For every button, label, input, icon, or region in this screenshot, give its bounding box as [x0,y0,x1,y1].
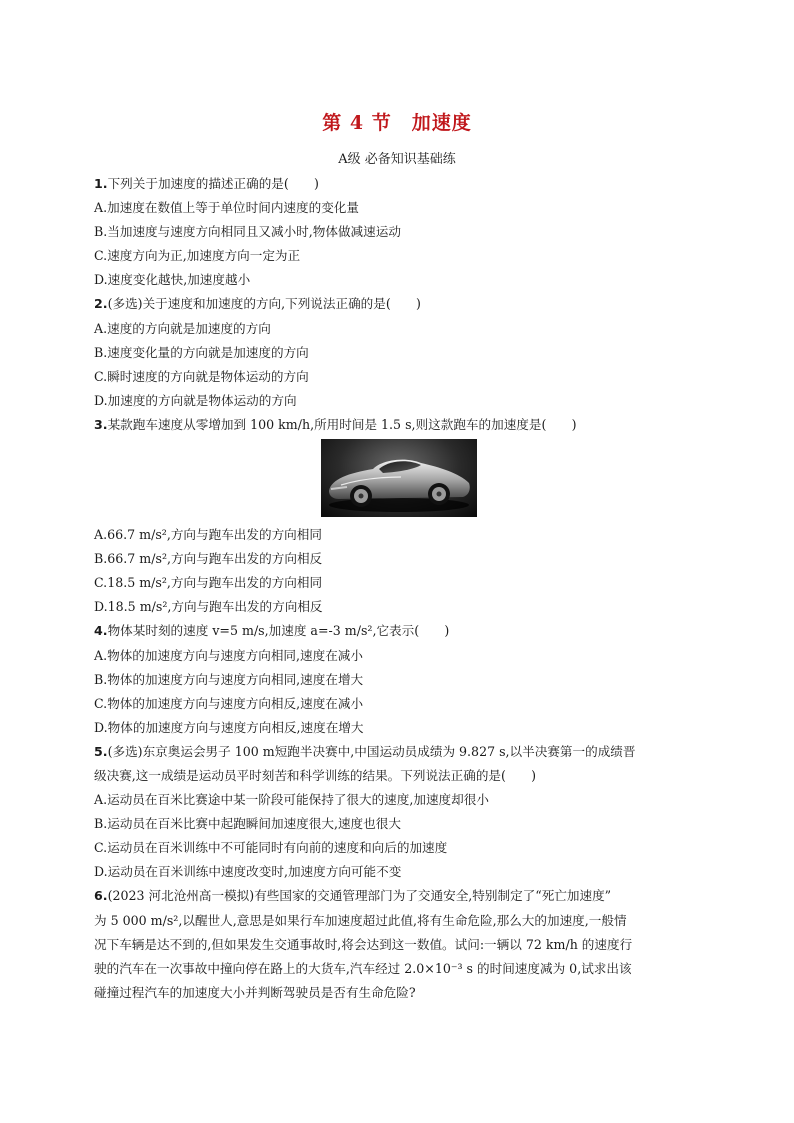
question-text-continued: 况下车辆是达不到的,但如果发生交通事故时,将会达到这一数值。试问:一辆以 72 km/h 的速度行 [94,936,633,952]
question-text-continued: 级决赛,这一成绩是运动员平时刻苦和科学训练的结果。下列说法正确的是( ) [94,767,537,783]
question-text: (多选)关于速度和加速度的方向,下列说法正确的是( ) [107,296,421,312]
option-d: D.速度变化越快,加速度越小 [94,272,251,288]
question-number: 2. [94,296,108,312]
option-a: A.物体的加速度方向与速度方向相同,速度在减小 [94,647,363,663]
option-c: C.18.5 m/s²,方向与跑车出发的方向相同 [94,575,323,591]
question-text: (多选)东京奥运会男子 100 m短跑半决赛中,中国运动员成绩为 9.827 s,以半决赛第一的成绩晋 [107,743,636,759]
question-4-stem [94,619,700,643]
option-d: D.运动员在百米训练中速度改变时,加速度方向可能不变 [94,864,402,880]
option-c: C.瞬时速度的方向就是物体运动的方向 [94,368,309,384]
question-text: 某款跑车速度从零增加到 100 km/h,所用时间是 1.5 s,则这款跑车的加速度是( ) [107,416,577,432]
option-d: D.物体的加速度方向与速度方向相反,速度在增大 [94,719,364,735]
option-c: C.速度方向为正,加速度方向一定为正 [94,248,301,264]
option-b: B.速度变化量的方向就是加速度的方向 [94,344,309,360]
option-a: A.速度的方向就是加速度的方向 [94,320,271,336]
question-number: 1. [94,176,108,191]
question-text: 物体某时刻的速度 v=5 m/s,加速度 a=-3 m/s²,它表示( ) [107,623,450,639]
question-2-stem [94,292,700,316]
question-list [94,172,700,1005]
question-6-stem [94,884,700,908]
question-1-stem [94,172,700,196]
question-number: 3. [94,416,108,432]
question-number: 4. [94,623,108,639]
option-a: A.66.7 m/s²,方向与跑车出发的方向相同 [94,527,322,543]
option-b: B.物体的加速度方向与速度方向相同,速度在增大 [94,671,364,687]
option-c: C.运动员在百米训练中不可能同时有向前的速度和向后的加速度 [94,840,448,856]
option-c: C.物体的加速度方向与速度方向相反,速度在减小 [94,695,364,711]
figure-row [94,439,700,519]
option-d: D.加速度的方向就是物体运动的方向 [94,392,297,408]
section-title: 第 4 节 加速度 [322,112,472,134]
option-d: D.18.5 m/s²,方向与跑车出发的方向相反 [94,599,323,615]
question-3-stem [94,413,700,437]
question-5-stem [94,740,700,764]
question-text-continued: 为 5 000 m/s²,以醒世人,意思是如果行车加速度超过此值,将有生命危险,那么大的加速度,一般情 [94,912,627,928]
question-text: (2023 河北沧州高一模拟)有些国家的交通管理部门为了交通安全,特别制定了“死亡加速度” [107,888,612,904]
question-text-continued: 碰撞过程汽车的加速度大小并判断驾驶员是否有生命危险? [94,984,416,1000]
question-number: 6. [94,888,108,904]
option-b: B.66.7 m/s²,方向与跑车出发的方向相反 [94,551,323,567]
sports-car-icon [321,439,477,517]
question-text-continued: 驶的汽车在一次事故中撞向停在路上的大货车,汽车经过 2.0×10⁻³ s 的时间速度减为 0,试求出该 [94,960,632,976]
question-text: 下列关于加速度的描述正确的是( ) [107,176,319,191]
option-b: B.当加速度与速度方向相同且又减小时,物体做减速运动 [94,224,401,240]
option-a: A.加速度在数值上等于单位时间内速度的变化量 [94,200,359,216]
option-b: B.运动员在百米比赛中起跑瞬间加速度很大,速度也很大 [94,816,401,832]
sports-car-image [321,439,477,517]
question-number: 5. [94,743,108,759]
level-heading: A级 必备知识基础练 [338,152,456,167]
option-a: A.运动员在百米比赛途中某一阶段可能保持了很大的速度,加速度却很小 [94,792,489,808]
